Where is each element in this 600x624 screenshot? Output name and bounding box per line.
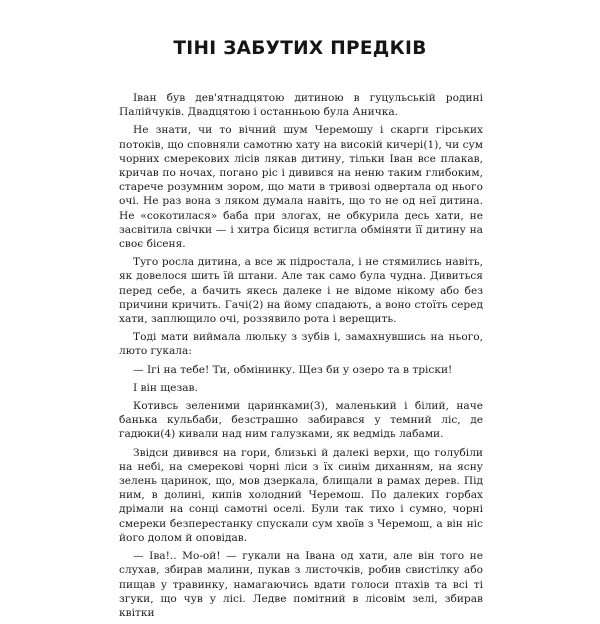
paragraph: — Іва!.. Мо-ой! — гукали на Івана од хати, але він того не слухав, збирав малини, пукав з листочків, робив свистілку або пищав у травинку, намагаючись вдати голоси птахів та всі ті згуки, що чув у лісі. Ледве помітний в лісовім зелі, збирав квітки <box>119 550 483 619</box>
paragraph: І він щезав. <box>133 381 198 394</box>
paragraph: — Ігі на тебе! Ти, обмінинку. Щез би у озеро та в тріски! <box>133 363 453 376</box>
paragraph: Іван був дев'ятнадцятою дитиною в гуцульській родині Палійчуків. Двадцятою і останньою була Аничка. <box>119 92 483 119</box>
paragraph: Туго росла дитина, а все ж підростала, і не стямились навіть, як довелося шить їй штани. Але так само була чудна. Дивиться перед себе, а бачить якесь далеке і не відоме нікому або без причини кричить. Гачі(2) на йому спадають, а воно стоїть серед хати, заплющило очі, роззявило рота і верещить. <box>119 256 483 326</box>
paragraph: Не знати, чи то вічний шум Черемошу і скарги гірських потоків, що сповняли самотню хату на високій кичері(1), чи сум чорних смерекових лісів лякав дитину, тільки Іван все плакав, кричав по ночах, погано ріс і дивився на неню таким глибоким, старече розумним зором, що мати в тривозі одвертала од нього очі. Не раз вона з ляком думала навіть, що то не од неї дитина. Не «сокотилася» баба при злогах, не обкурила десь хати, не засвітила свічки — і хитра бісиця встигла обміняти її дитину на своє бісеня. <box>119 124 483 251</box>
paragraph: Звідси дивився на гори, близькі й далекі верхи, що голубіли на небі, на смерекові чорні ліси з їх синім диханням, на ясну зелень царинок, що, мов дзеркала, блищали в рамах дерев. Під ним, в долині, кипів холодний Черемош. По далеких горбах дрімали на сонці самотні оселі. Були так тихо і сумно, чорні смереки безперестанку спускали сум хвоїв з Черемош, а він ніс його долом й оповідав. <box>119 446 483 544</box>
paragraph: Котивсь зеленими царинками(3), маленький і білий, наче банька кульбаби, безстрашно забирався у темний ліс, де гадюки(4) кивали над ним галузками, як ведмідь лабами. <box>119 400 483 441</box>
body-text <box>119 91 483 624</box>
page-title: ТІНІ ЗАБУТИХ ПРЕДКІВ <box>173 38 427 59</box>
paragraph: Тоді мати виймала люльку з зубів і, замахнувшись на нього, люто гукала: <box>119 331 483 358</box>
